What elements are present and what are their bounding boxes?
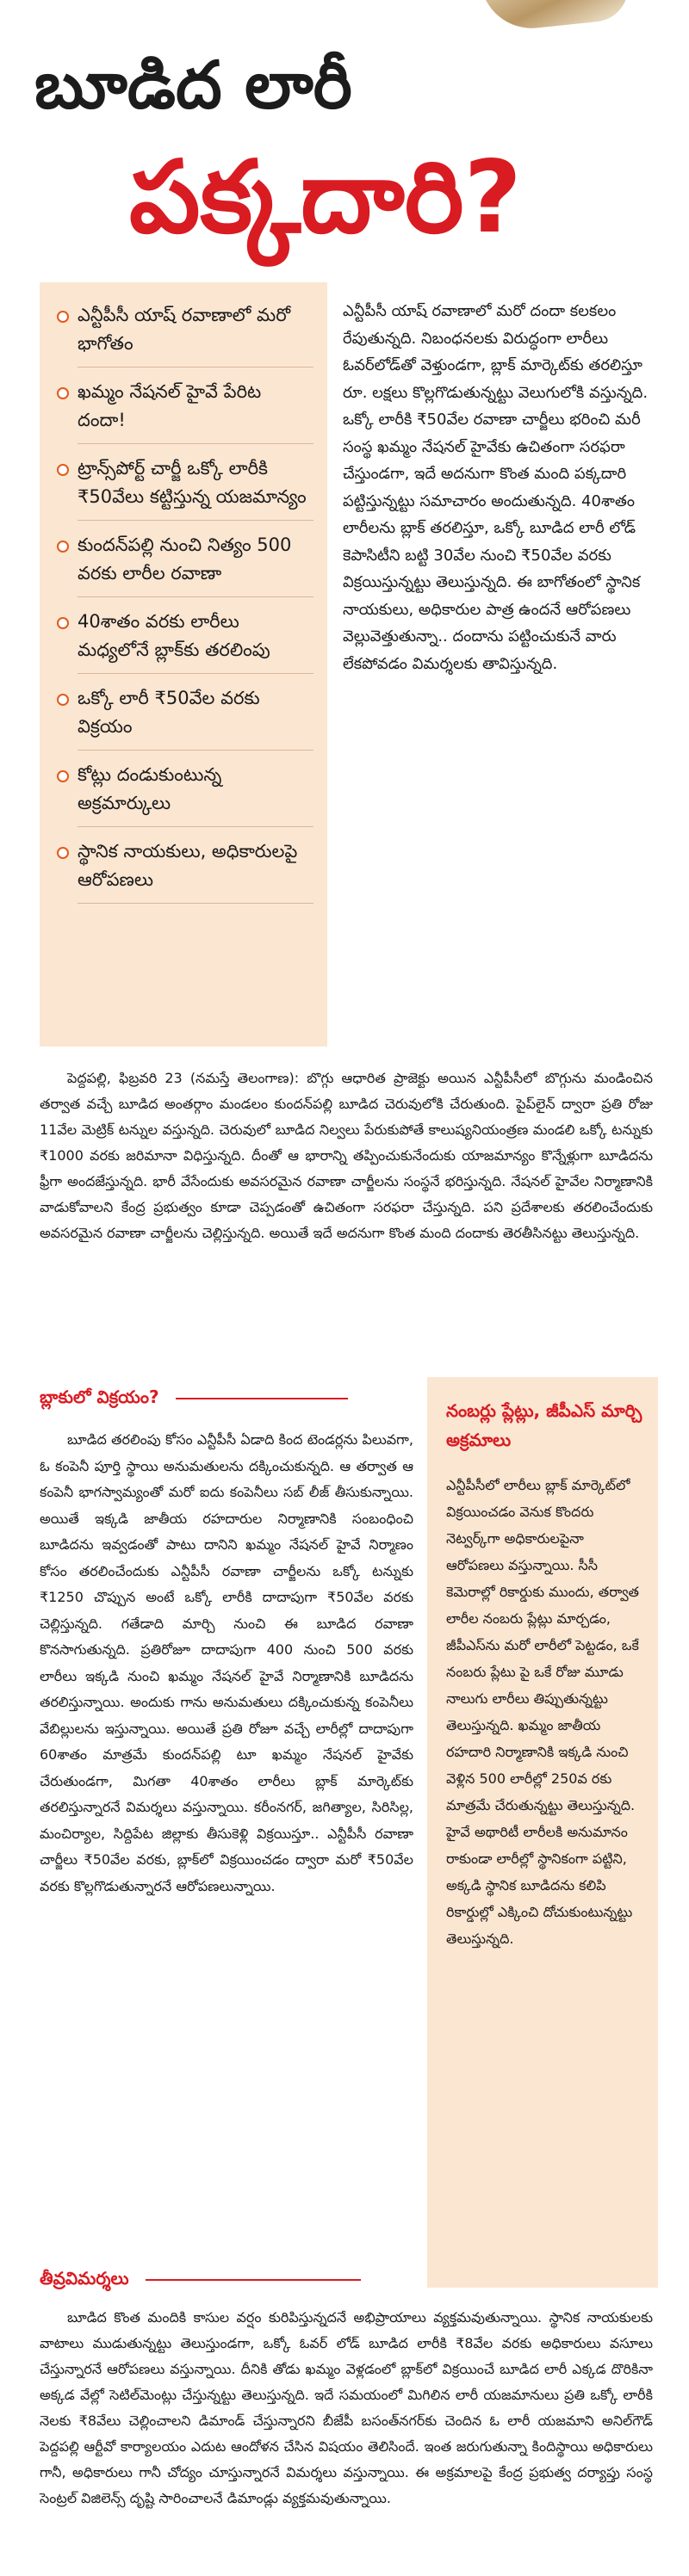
headline-line-2: పక్కదారి?: [129, 139, 522, 256]
box-text: ఎన్టీపీసీలో లారీలు బ్లాక్ మార్కెట్‌లో విక్రయించడం వెనుక కొందరు నెట్వర్క్‌గా అధికారులపైనా ఆరోపణలు వస్తున్నాయి. సీసీ కెమెరాల్లో రికార్డుకు ముందు, తర్వాత లారీల నంబరు ప్లేట్లు మార్చడం, జీపీఎస్‌ను మరో లారీలో పెట్టడం, ఒకే నంబరు ప్లేటు పై ఒకే రోజు మూడు నాలుగు లారీలు తిప్పుతున్నట్టు తెలుస్తున్నది. ఖమ్మం జాతీయ రహదారి నిర్మాణానికి ఇక్కడి నుంచి వెళ్లిన 500 లారీల్లో 250వ రకు మాత్రమే చేరుతున్నట్టు తెలుస్తున్నది. హైవే అథారిటీ లారీలకి అనుమానం రాకుండా లారీల్లో స్థానికంగా పట్టిని, అక్కడి స్థానిక బూడిదను కలిపి రికార్డుల్లో ఎక్కించి దోచుకుంటున్నట్టు తెలుస్తున్నది.: [446, 1477, 639, 1947]
criticism-text: బూడిద కొంత మందికి కాసుల వర్షం కురిపిస్తున్నదనే అభిప్రాయాలు వ్యక్తమవుతున్నాయి. స్థానిక నాయకులకు వాటాలు ముడుతున్నట్టు తెలుస్తుండగా, ఒక్కో ఓవర్ లోడ్ బూడిద లారీకి ₹8వేల వరకు అధికారులు వసూలు చేస్తున్నారనే ఆరోపణలు వస్తున్నాయి. దీనికి తోడు ఖమ్మం వెళ్లడంలో బ్లాక్‌లో విక్రయించే బూడిద లారీ ఎక్కడ దొరికినా అక్కడ వేల్లో సెటిల్‌మెంట్లు చేస్తున్నట్టు తెలుస్తున్నది. ఇదే సమయంలో మిగిలిన లారీ యజమానులు ప్రతి ఒక్కో లారీకి నెలకు ₹8వేలు చెల్లించాలని డిమాండ్ చేస్తున్నారని బీజేపీ బసంత్‌నగర్‌కు చెందిన ఓ లారీ యజమాని అనిల్‌గౌడ్ పెద్దపల్లి ఆర్టీవో కార్యాలయం ఎదుట ఆందోళన చేసిన విషయం తెలిసిందే. ఇంత జరుగుతున్నా కిందిస్థాయి అధికారులు గానీ, అధికారులు గానీ చోద్యం చూస్తున్నారనే విమర్శలు వస్తున్నాయి. ఈ అక్రమాలపై కేంద్ర ప్రభుత్వ దర్యాప్తు సంస్థ సెంట్రల్ విజిలెన్స్ దృష్టి సారించాలనే డిమాండ్లు వ్యక్తమవుతున్నాయి.: [40, 2309, 653, 2506]
number-plates-box: [427, 1377, 658, 2288]
highlight-item: [57, 608, 313, 674]
decorative-image-corner: [480, 0, 631, 34]
section-heading-black-market: [40, 1384, 348, 1410]
highlight-text: 40శాతం వరకు లారీలు మధ్యలోనే బ్లాక్‌కు తరలింపు: [78, 608, 313, 674]
black-market-body: [40, 1427, 413, 1900]
highlights-sidebar: [40, 282, 327, 1047]
heading-rule: [146, 2279, 361, 2281]
highlight-text: కుందన్‌పల్లి నుంచి నిత్యం 500 వరకు లారీల రవాణా: [78, 531, 313, 597]
intro-paragraph: ఎన్టీపీసీ యాష్ రవాణాలో మరో దందా కలకలం రేపుతున్నది. నిబంధనలకు విరుద్ధంగా లారీలు ఓవర్‌లోడ్‌తో వెళ్తుండగా, బ్లాక్ మార్కెట్‌కు తరలిస్తూ రూ. లక్షలు కొల్లగొడుతున్నట్టు వెలుగులోకి వస్తున్నది. ఒక్కో లారీకి ₹50వేల రవాణా చార్జీలు భరించి మరీ సంస్థ ఖమ్మం నేషనల్ హైవేకు ఉచితంగా సరఫరా చేస్తుండగా, ఇదే అదనుగా కొంత మంది పక్కదారి పట్టిస్తున్నట్టు సమాచారం అందుతున్నది. 40శాతం లారీలను బ్లాక్ తరలిస్తూ, ఒక్కో బూడిద లారీ లోడ్ కెపాసిటీని బట్టి 30వేల నుంచి ₹50వేల వరకు విక్రయిస్తున్నట్టు తెలుస్తున్నది. ఈ బాగోతంలో స్థానిక నాయకులు, అధికారుల పాత్ర ఉందనే ఆరోపణలు వెల్లువెత్తుతున్నా.. దందాను పట్టించుకునే వారు లేకపోవడం విమర్శలకు తావిస్తున్నది.: [343, 302, 649, 673]
section-heading-text: తీవ్రవిమర్శలు: [40, 2268, 129, 2289]
highlight-text: కోట్లు దండుకుంటున్న అక్రమార్కులు: [78, 761, 313, 827]
bullet-icon: [57, 617, 69, 629]
criticism-body: [40, 2305, 653, 2511]
highlight-item: [57, 378, 313, 444]
box-heading: నంబర్లు ప్లేట్లు, జీపీఎస్ మార్చి అక్రమాలు: [446, 1400, 642, 1450]
bullet-icon: [57, 387, 69, 399]
highlight-item: [57, 761, 313, 827]
highlight-text: ట్రాన్స్‌పోర్ట్ చార్జీ ఒక్కో లారీకి ₹50వేలు కట్టిస్తున్న యజమాన్యం: [78, 454, 313, 521]
highlight-text: ఒక్కో లారీ ₹50వేల వరకు విక్రయం: [78, 684, 313, 751]
top-strip: [0, 0, 689, 28]
section-heading-criticism: [40, 2265, 361, 2291]
highlight-item: [57, 684, 313, 751]
highlight-text: స్థానిక నాయకులు, అధికారులపై ఆరోపణలు: [78, 837, 313, 904]
bullet-icon: [57, 541, 69, 553]
highlight-item: [57, 531, 313, 597]
heading-rule: [176, 1398, 348, 1399]
section-heading-text: బ్లాకులో విక్రయం?: [40, 1387, 159, 1407]
lead-paragraph: [40, 1066, 653, 1246]
highlight-item: [57, 837, 313, 904]
highlight-item: [57, 301, 313, 368]
highlight-text: ఎన్టీపీసీ యాష్ రవాణాలో మరో భాగోతం: [78, 301, 313, 368]
bullet-icon: [57, 770, 69, 782]
lead-text: పెద్దపల్లి, ఫిబ్రవరి 23 (నమస్తే తెలంగాణ): బొగ్గు ఆధారిత ప్రాజెక్టు అయిన ఎన్టీపీసీలో బొగ్గును మండించిన తర్వాత వచ్చే బూడిద అంతర్గాం మండలం కుందన్‌పల్లి బూడిద చెరువులోకి చేరుతుంది. పైప్‌లైన్ ద్వారా ప్రతి రోజు 11వేల మెట్రిక్ టన్నుల వస్తున్నది. చెరువులో బూడిద నిల్వలు పేరుకుపోతే కాలుష్యనియంత్రణ మండలి ఒక్కో టన్నుకు ₹1000 వరకు జరిమానా విధిస్తున్నది. దీంతో ఆ భారాన్ని తప్పించుకునేందుకు యాజమాన్యం కొన్నేళ్లుగా బూడిదను ఫ్రీగా అందజేస్తున్నది. భారీ వేసేందుకు అవసరమైన రవాణా చార్జీలను సంస్థనే భరిస్తున్నది. నేషనల్ హైవేల నిర్మాణానికి వాడుకోవాలని కేంద్ర ప్రభుత్వం కూడా చెప్పడంతో ఉచితంగా సరఫరా చేస్తున్నది. పని ప్రదేశాలకు తరలించేందుకు అవసరమైన రవాణా చార్జీలను చెల్లిస్తున్నది. అయితే ఇదే అదనుగా కొంత మంది దందాకు తెరతీసినట్టు తెలుస్తున్నది.: [40, 1070, 653, 1241]
box-body: [446, 1472, 642, 1952]
highlight-text: ఖమ్మం నేషనల్ హైవే పేరిట దందా!: [78, 378, 313, 444]
bullet-icon: [57, 464, 69, 476]
highlight-item: [57, 454, 313, 521]
bullet-icon: [57, 847, 69, 859]
bullet-icon: [57, 311, 69, 323]
black-market-text: బూడిద తరలింపు కోసం ఎన్టీపీసీ ఏడాది కింద టెండర్లను పిలువగా, ఓ కంపెనీ పూర్తి స్థాయి అనుమతులను దక్కించుకున్నది. ఆ తర్వాత ఆ కంపెనీ భాగస్వామ్యంతో మరో ఐదు కంపెనీలు సబ్ లీజ్ తీసుకున్నాయి. అయితే ఇక్కడి జాతీయ రహదారుల నిర్మాణానికి సంబంధించి బూడిదను ఇవ్వడంతో పాటు దానిని ఖమ్మం నేషనల్ హైవే నిర్మాణం కోసం తరలించేందుకు ఎన్టీపీసీ రవాణా చార్జీలను ఒక్కో టన్నుకు ₹1250 చొప్పున అంటే ఒక్కో లారీకి దాదాపుగా ₹50వేల వరకు చెల్లిస్తున్నది. గతేడాది మార్చి నుంచి ఈ బూడిద రవాణా కొనసాగుతున్నది. ప్రతిరోజూ దాదాపుగా 400 నుంచి 500 వరకు లారీలు ఇక్కడి నుంచి ఖమ్మం నేషనల్ హైవే నిర్మాణానికి బూడిదను తరలిస్తున్నాయి. అందుకు గాను అనుమతులు దక్కించుకున్న కంపెనీలు వేబిల్లులను ఇస్తున్నాయి. అయితే ప్రతి రోజూ వచ్చే లారీల్లో దాదాపుగా 60శాతం మాత్రమే కుందన్‌పల్లి టూ ఖమ్మం నేషనల్ హైవేకు చేరుతుండగా, మిగతా 40శాతం లారీలు బ్లాక్ మార్కెట్‌కు తరలిస్తున్నారనే విమర్శలు వస్తున్నాయి. కరీంనగర్, జగిత్యాల, సిరిసిల్ల, మంచిర్యాల, సిద్దిపేట జిల్లాకు తీసుకెళ్లి విక్రయిస్తూ.. ఎన్టీపీసీ రవాణా చార్జీలు ₹50వేల వరకు, బ్లాక్‌లో విక్రయించడం ద్వారా మరో ₹50వేల వరకు కొల్లగొడుతున్నారనే ఆరోపణలున్నాయి.: [40, 1431, 413, 1894]
headline-line-1: బూడిద లారీ: [34, 46, 352, 123]
bullet-icon: [57, 694, 69, 706]
